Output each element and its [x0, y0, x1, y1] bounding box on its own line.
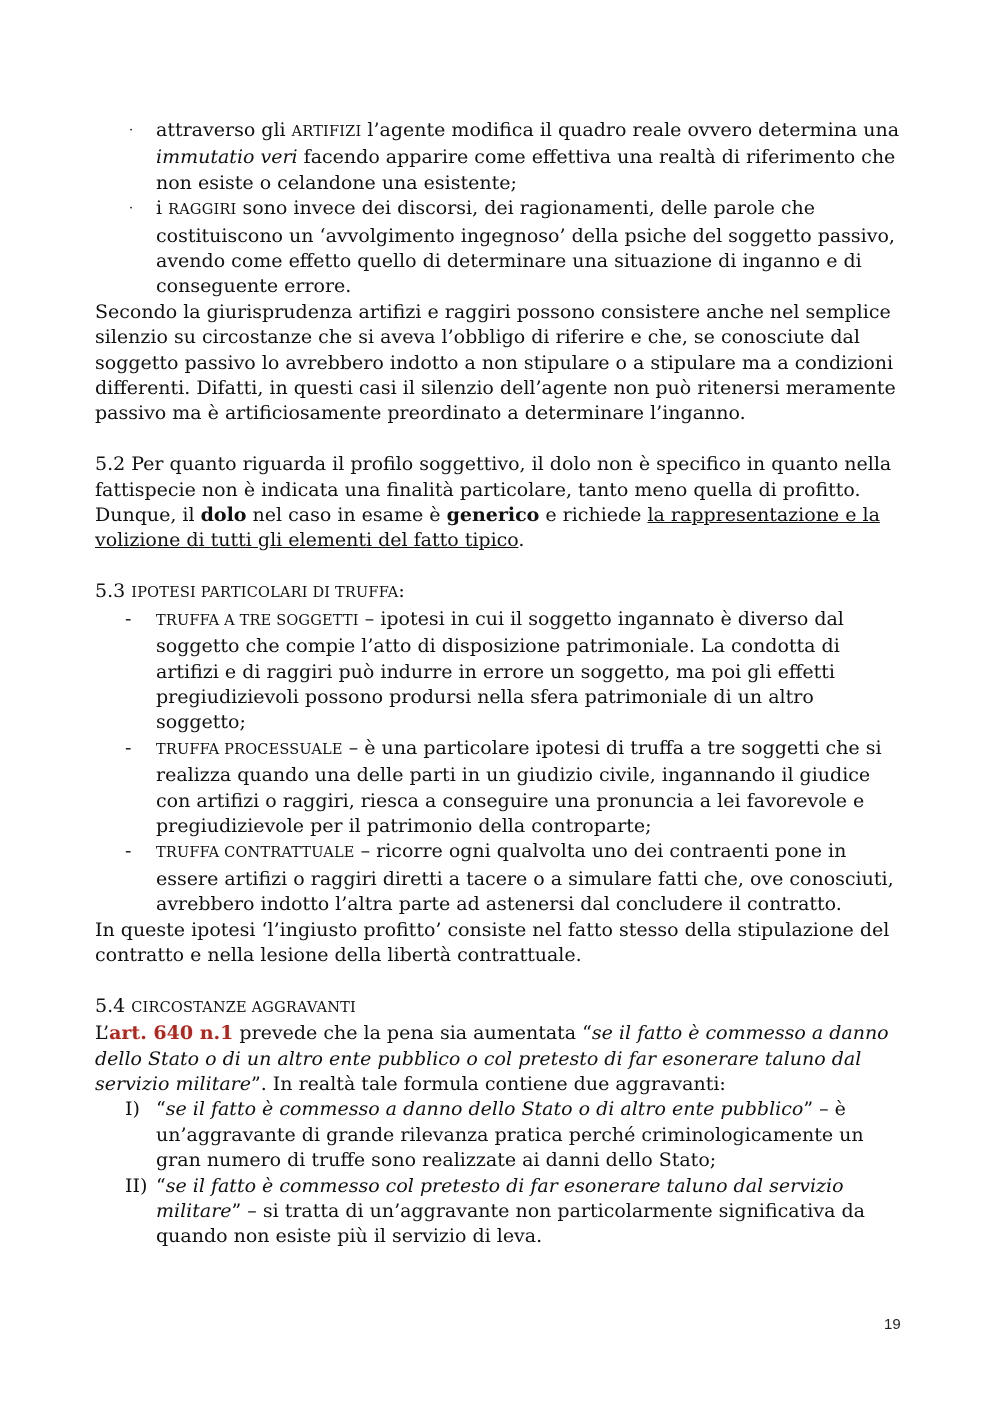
- dash-marker: -: [125, 840, 132, 863]
- latin-term: immutatio veri: [156, 146, 298, 169]
- list-item: - TRUFFA A TRE SOGGETTI – ipotesi in cui il soggetto ingannato è diverso dal soggetto che compie l’atto di disposizione patrimoniale. La condotta di artifizi e di raggiri può indurre in errore un soggetto, ma poi gli effetti pregiudizievoli possono prodursi nella sfera patrimoniale di un altro soggetto;: [125, 607, 844, 734]
- bullet-marker: ·: [129, 201, 134, 217]
- quoted-norm: se il fatto è commesso a danno dello Stato o di un altro ente pubblico o col pretesto di far esonerare taluno dal servizio militare: [95, 1022, 889, 1095]
- bullet-marker: ·: [129, 123, 134, 138]
- bold-generico: generico: [446, 504, 540, 527]
- list-item: · attraverso gli ARTIFIZI l’agente modifica il quadro reale ovvero determina una immutatio veri facendo apparire come effettiva una realtà di riferimento che non esiste o celandone una esistente;: [129, 119, 900, 194]
- section-5-3-heading: 5.3 IPOTESI PARTICOLARI DI TRUFFA:: [95, 580, 405, 603]
- term: TRUFFA A TRE SOGGETTI: [156, 612, 359, 629]
- section-5-2: 5.2 Per quanto riguarda il profilo soggettivo, il dolo non è specifico in quanto nella fattispecie non è indicata una finalità particolare, tanto meno quella di profitto. Dunque, il dolo nel caso in esame è generico e richiede la rappresentazione e la volizione di tutti gli elementi del fatto tipico.: [95, 453, 892, 552]
- article-reference: art. 640 n.1: [109, 1022, 234, 1045]
- term: TRUFFA CONTRATTUALE: [156, 845, 355, 862]
- section-title: IPOTESI PARTICOLARI DI TRUFFA: [131, 585, 399, 602]
- bold-dolo: dolo: [200, 504, 247, 527]
- section-5-4-intro: L’art. 640 n.1 prevede che la pena sia aumentata “se il fatto è commesso a danno dello Stato o di un altro ente pubblico o col pretesto di far esonerare taluno dal servizio militare”. In realtà tale formula contiene due aggravanti:: [95, 1022, 889, 1095]
- list-item: · i RAGGIRI sono invece dei discorsi, dei ragionamenti, delle parole che costituiscono un ‘avvolgimento ingegnoso’ della psiche del soggetto passivo, avendo come effetto quello di determinare una situazione di inganno e di conseguente errore.: [129, 197, 895, 298]
- paragraph-silenzio: Secondo la giurisprudenza artifizi e raggiri possono consistere anche nel semplice silenzio su circostanze che si aveva l’obbligo di riferire e che, se conosciute dal soggetto passivo lo avrebbero indotto a non stipulare o a stipulare ma a condizioni differenti. Difatti, in questi casi il silenzio dell’agente non può ritenersi meramente passivo ma è artificiosamente preordinato a determinare l’inganno.: [95, 300, 896, 425]
- section-5-4-heading: 5.4 CIRCOSTANZE AGGRAVANTI: [95, 994, 356, 1017]
- quoted-norm: se il fatto è commesso col pretesto di far esonerare taluno dal servizio militare: [156, 1174, 844, 1223]
- list-item: I) “se il fatto è commesso a danno dello Stato o di altro ente pubblico” – è un’aggravante di grande rilevanza pratica perché criminologicamente un gran numero di truffe sono realizzate ai danni dello Stato;: [125, 1098, 864, 1172]
- quoted-norm: se il fatto è commesso a danno dello Stato o di altro ente pubblico: [165, 1098, 804, 1121]
- list-item: II) “se il fatto è commesso col pretesto di far esonerare taluno dal servizio militare” – si tratta di un’aggravante non particolarmente significativa da quando non esiste più il servizio di leva.: [125, 1174, 865, 1248]
- page-number: 19: [884, 1316, 901, 1333]
- list-item: - TRUFFA CONTRATTUALE – ricorre ogni qualvolta uno dei contraenti pone in essere artifizi o raggiri diretti a tacere o a simulare fatti che, ove conosciuti, avrebbero indotto l’altra parte ad astenersi dal concludere il contratto.: [125, 840, 894, 916]
- dash-marker: -: [125, 607, 132, 630]
- term-artifizi: ARTIFIZI: [291, 124, 362, 140]
- roman-marker: II): [125, 1174, 148, 1197]
- means-list: [95, 118, 907, 300]
- term-raggiri: RAGGIRI: [168, 202, 237, 219]
- fraud-types-list: [95, 607, 907, 918]
- roman-marker: I): [125, 1098, 140, 1121]
- section-5-3-closing: In queste ipotesi ‘l’ingiusto profitto’ consiste nel fatto stesso della stipulazione del contratto e nella lesione della libertà contrattuale.: [95, 918, 890, 966]
- term: TRUFFA PROCESSUALE: [156, 741, 343, 758]
- underlined-definition: la rappresentazione e la volizione di tutti gli elementi del fatto tipico: [95, 504, 880, 552]
- dash-marker: -: [125, 736, 132, 759]
- aggravating-list: [95, 1097, 907, 1249]
- list-item: - TRUFFA PROCESSUALE – è una particolare ipotesi di truffa a tre soggetti che si realizza quando una delle parti in un giudizio civile, ingannando il giudice con artifizi o raggiri, riesca a conseguire una pronuncia a lei favorevole e pregiudizievole per il patrimonio della controparte;: [125, 736, 882, 837]
- page-content: [95, 118, 907, 1250]
- section-title: CIRCOSTANZE AGGRAVANTI: [131, 999, 356, 1016]
